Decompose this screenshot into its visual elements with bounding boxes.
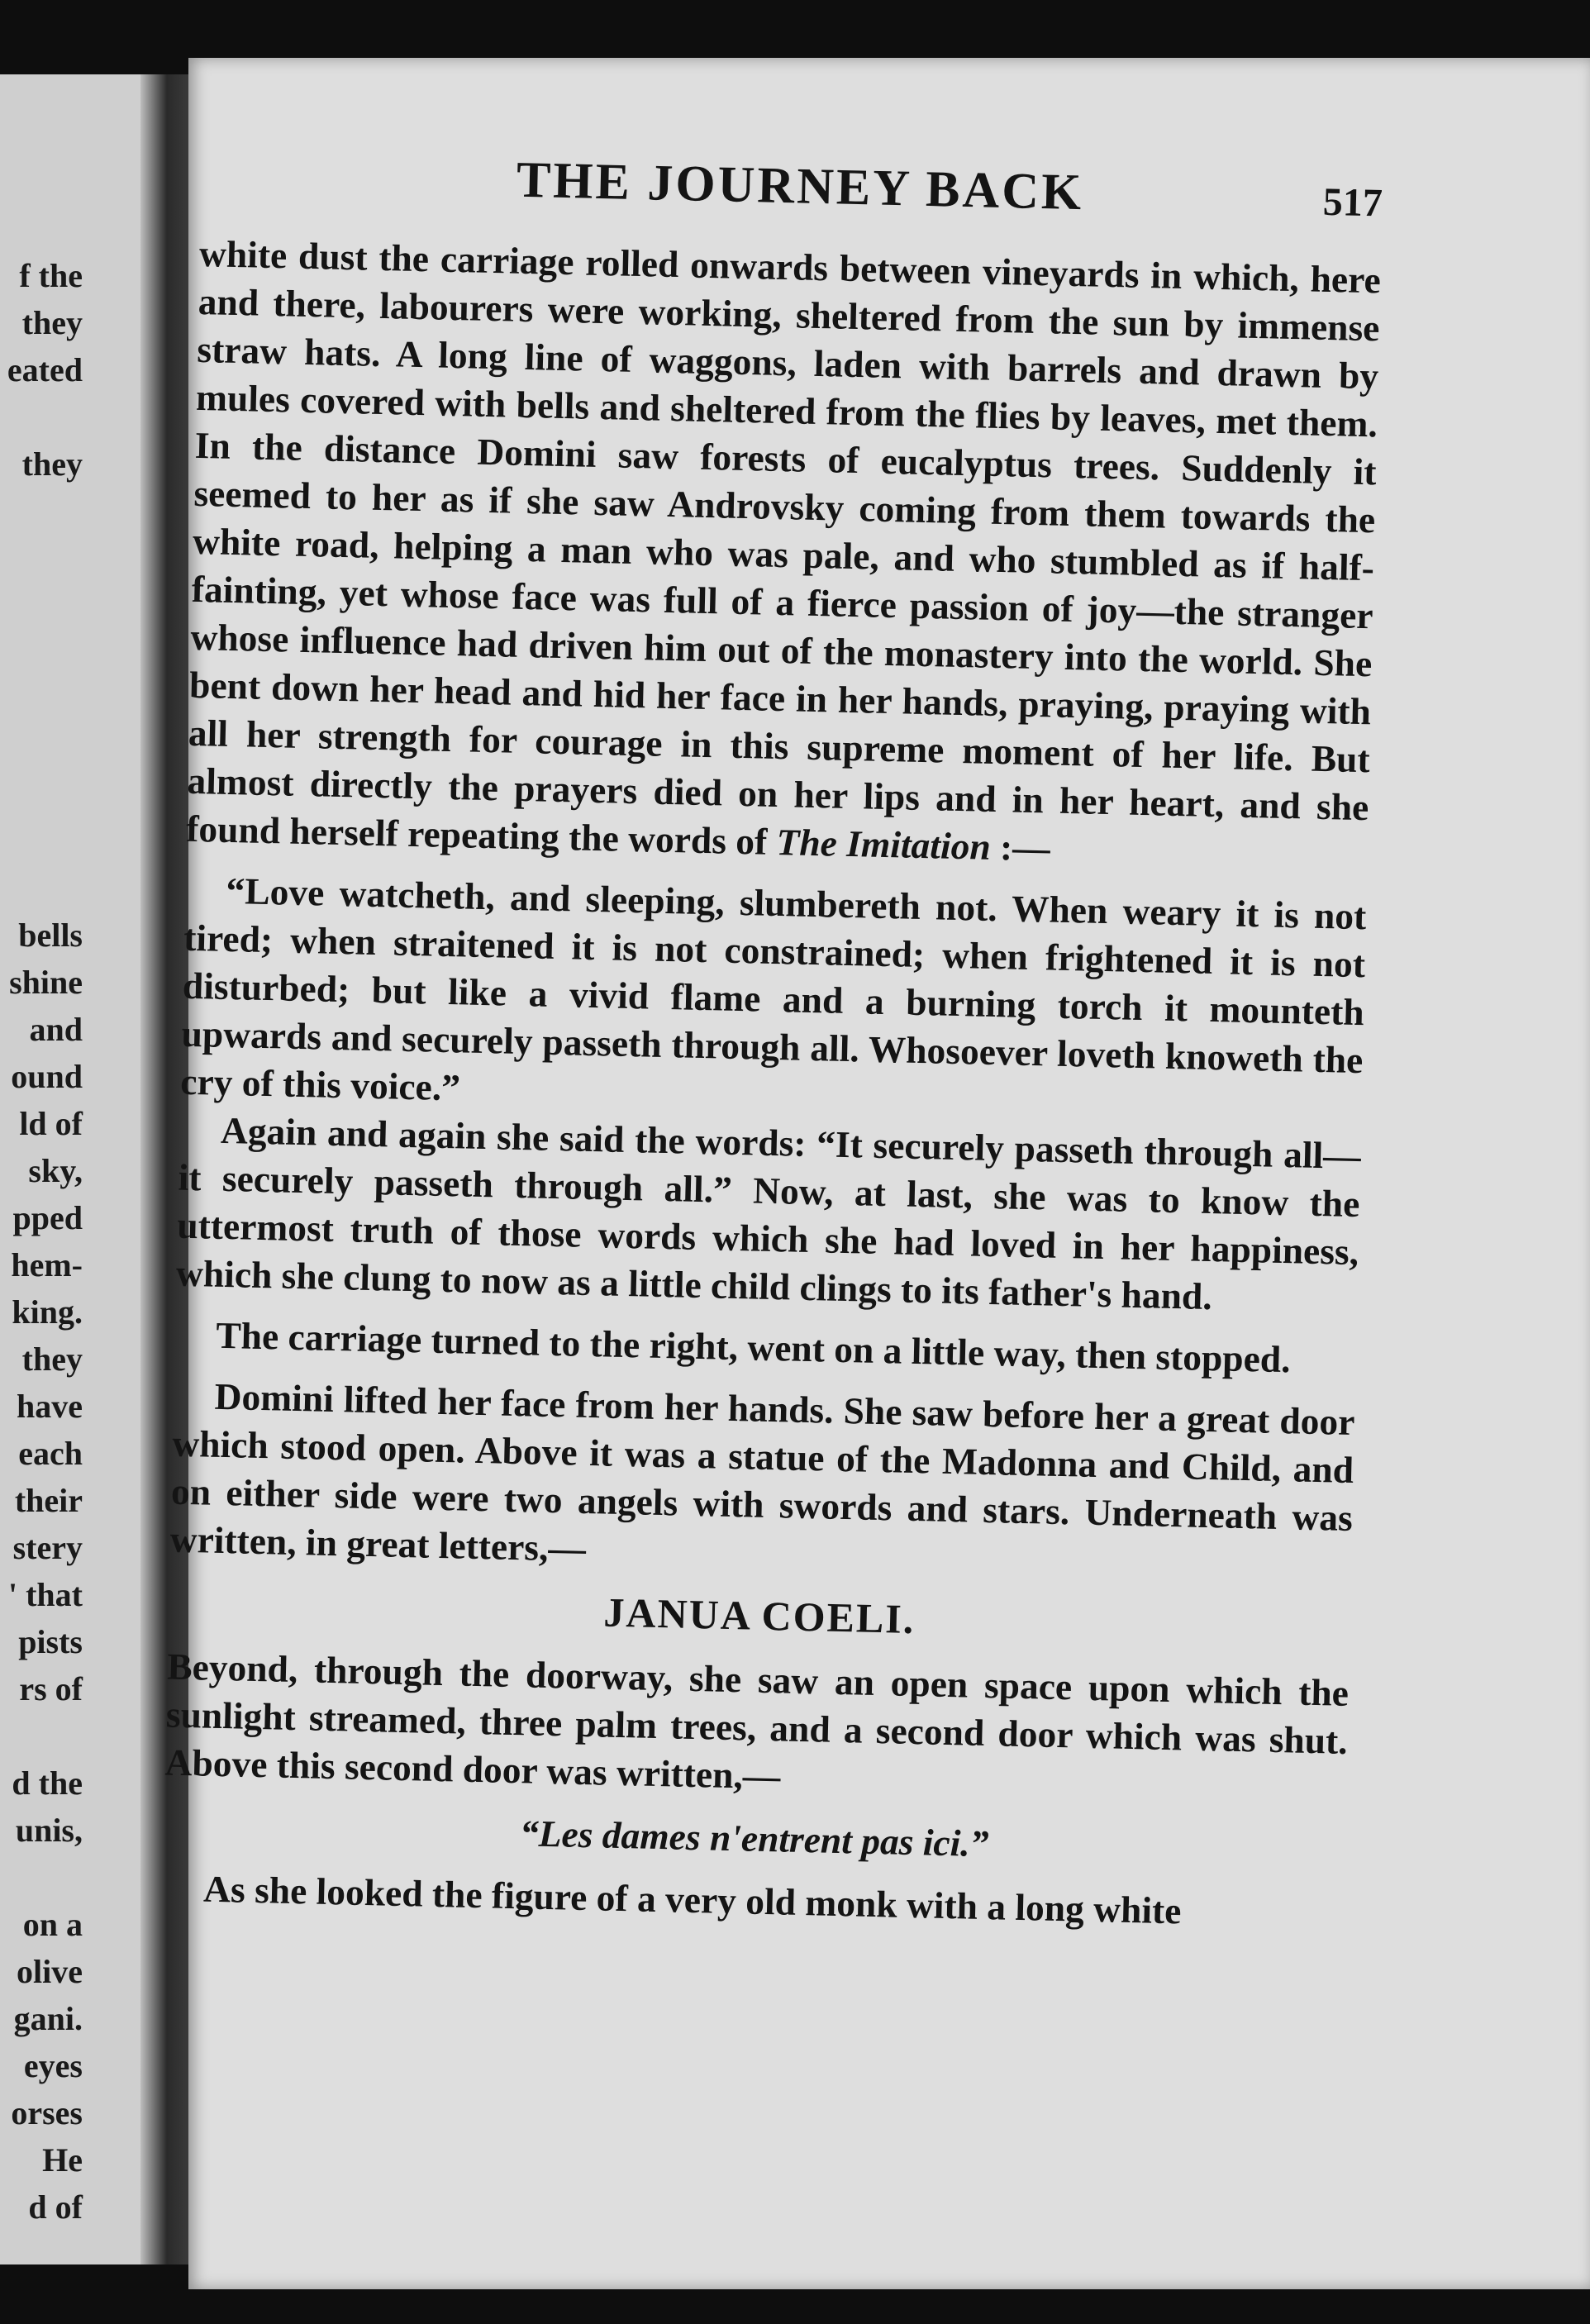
left-page-line — [0, 864, 83, 912]
left-page-line: stery — [12, 1529, 83, 1566]
paragraph-1-text: white dust the carriage rolled onwards between vineyards in which, here and there, labourers were working, sheltered from the sun by immense straw hats. A long line of waggons, laden with barrels and drawn by mules covered with bells and sheltered from the flies by leaves, met them. In the distance Domini saw forests of eucalyptus trees. Suddenly it seemed to her as if she saw Androvsky coming from them towards the white road, helping a man who was pale, and who stumbled as if half-fainting, yet whose face was full of a fierce passion of joy—the stranger whose influence had driven him out of the monastery into the world. She bent down her head and hid her face in her hands, praying, praying with all her strength for courage in this supreme moment of her life. But almost directly the prayers died on her lips and in her heart, and she found herself repeating the words of — [185, 231, 1382, 863]
left-page-line: bells — [18, 917, 83, 954]
left-page-line — [0, 535, 83, 582]
left-page-line: orses — [11, 2094, 83, 2131]
book-title-italic: The Imitation — [776, 821, 992, 868]
left-page-line: f the — [19, 257, 83, 294]
left-page-line: their — [14, 1482, 83, 1519]
left-page-line: ld of — [19, 1105, 83, 1142]
left-page-line: rs of — [19, 1670, 83, 1707]
section-heading: JANUA COELI. — [602, 1588, 916, 1643]
left-page-line: d the — [12, 1764, 83, 1802]
left-page-line: on a — [22, 1906, 83, 1943]
paragraph-7: As she looked the figure of a very old monk with a long white — [202, 1867, 1182, 1932]
left-page-line: king. — [12, 1293, 83, 1331]
left-page-line: hem- — [11, 1246, 83, 1283]
left-page-line: each — [18, 1435, 83, 1472]
paragraph-3: Again and again she said the words: “It securely passeth through all—it securely passeth through all.” Now, at last, she was to know the uttermost truth of those words which she had loved in her happiness, which she clung to now as a little child clings to its father's hand. — [175, 1108, 1362, 1318]
left-page-line — [0, 1854, 83, 1901]
left-page-line — [0, 582, 83, 629]
paragraph-4: The carriage turned to the right, went on a little way, then stopped. — [215, 1313, 1292, 1381]
left-page-line — [0, 817, 83, 864]
left-page-line — [0, 676, 83, 723]
left-page-line: eated — [7, 351, 83, 388]
quote-paragraph: “Love watcheth, and sleeping, slumbereth not. When weary it is not tired; when straitened it is not constrained; when frightened it is not disturbed; but like a vivid flame and a burning torch it mounteth upwards and securely passeth through all. Whosoever loveth knoweth the cry of this voice.” — [179, 869, 1367, 1109]
left-page-line: He — [42, 2141, 83, 2179]
left-page-line: have — [17, 1388, 83, 1425]
left-page-line: d of — [28, 2188, 83, 2226]
paragraph-6: Beyond, through the doorway, she saw an open space upon which the sunlight streamed, three palm trees, and a second door which was shut. Above this second door was written,— — [164, 1645, 1350, 1798]
left-page-line: pists — [18, 1623, 83, 1660]
left-page-line: they — [21, 445, 83, 483]
left-page-line — [0, 723, 83, 770]
left-page-line — [0, 629, 83, 676]
paragraph-5: Domini lifted her face from her hands. She saw before her a great door which stood open. Above it was a statue of the Madonna and Child, and on either side were two angels with swords and stars. Underneath was written, in great letters,— — [169, 1374, 1355, 1569]
left-page-line: shine — [9, 964, 83, 1001]
left-page-line: sky, — [28, 1152, 83, 1189]
page-number: 517 — [1322, 179, 1383, 226]
left-page-line — [0, 488, 83, 535]
running-title: THE JOURNEY BACK — [516, 151, 1085, 221]
left-page-line: gani. — [13, 2000, 83, 2037]
left-page-line — [0, 393, 83, 441]
left-page-text-fragments — [0, 252, 83, 2231]
inscription: “Les dames n'entrent pas ici.” — [519, 1812, 990, 1865]
paragraph-1 — [186, 230, 1382, 879]
left-page-line — [0, 770, 83, 817]
paragraph-1-end: :— — [990, 825, 1051, 869]
left-page-line: ' that — [8, 1576, 83, 1613]
left-page-line — [0, 1712, 83, 1760]
left-page-line: pped — [12, 1199, 83, 1236]
left-page-line: they — [21, 1341, 83, 1378]
left-page-line: olive — [17, 1953, 83, 1990]
left-page-line: unis, — [15, 1812, 83, 1849]
page-content — [153, 149, 1383, 2324]
left-page-line: they — [21, 304, 83, 341]
left-page-line: and — [29, 1011, 83, 1048]
left-page — [0, 74, 140, 2264]
left-page-line: ound — [11, 1058, 83, 1095]
left-page-line: eyes — [23, 2047, 83, 2084]
